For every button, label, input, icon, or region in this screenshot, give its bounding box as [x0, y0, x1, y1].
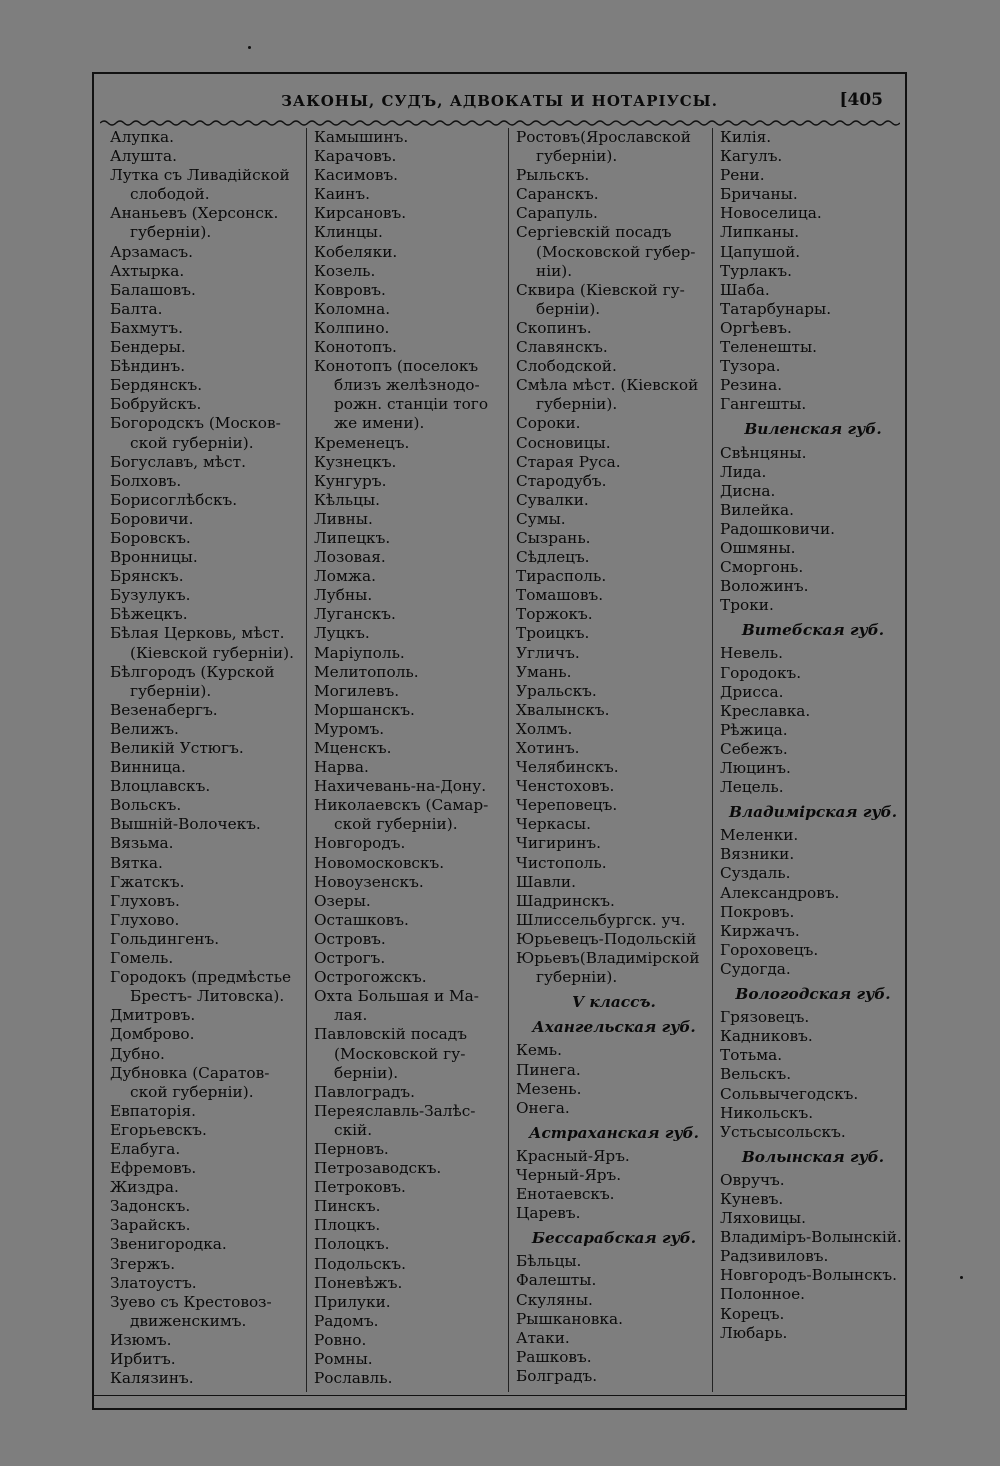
list-item: Новоузенскъ. — [314, 872, 424, 891]
list-item: Слободской. — [516, 357, 617, 376]
list-item: Шадринскъ. — [516, 891, 615, 910]
list-item: Вязьма. — [110, 834, 174, 853]
list-item: Сморгонь. — [720, 558, 804, 577]
list-item: Вельскъ. — [720, 1065, 792, 1084]
list-item: Бобруйскъ. — [110, 395, 202, 414]
list-item: Бричаны. — [720, 185, 798, 204]
list-item: Царевъ. — [516, 1204, 581, 1223]
page-title: ЗАКОНЫ, СУДЪ, АДВОКАТЫ И НОТАРІУСЫ. — [281, 92, 718, 110]
list-item: Ефремовъ. — [110, 1159, 197, 1178]
list-item: Сольвычегодскъ. — [720, 1084, 859, 1103]
list-item: Моршанскъ. — [314, 700, 415, 719]
list-item: Озеры. — [314, 891, 371, 910]
list-item: Умань. — [516, 662, 572, 681]
list-item: Згержъ. — [110, 1254, 176, 1273]
list-item: Бѣлая Церковь, мѣст. — [110, 624, 285, 643]
list-item: Калязинъ. — [110, 1369, 194, 1388]
list-item: рожн. станціи того — [334, 395, 489, 414]
list-item: Егорьевскъ. — [110, 1120, 207, 1139]
list-item: Лубны. — [314, 586, 373, 605]
list-item: Стародубъ. — [516, 471, 607, 490]
list-item: Татарбунары. — [720, 299, 832, 318]
section-heading: V классъ. — [572, 993, 656, 1012]
list-item: Кунгуръ. — [314, 471, 387, 490]
list-item: Черкасы. — [516, 815, 591, 834]
list-item: Сквира (Кіевской гу- — [516, 280, 685, 299]
list-item: Вышній-Волочекъ. — [110, 815, 261, 834]
list-item: Пинега. — [516, 1060, 581, 1079]
list-item: Муромъ. — [314, 719, 385, 738]
list-item: Киржачъ. — [720, 921, 800, 940]
list-item: Мезень. — [516, 1079, 582, 1098]
list-item: Влоцлавскъ. — [110, 777, 211, 796]
list-item: Ливны. — [314, 509, 373, 528]
list-item: Перновъ. — [314, 1139, 389, 1158]
list-item: Городокъ (предмѣстье — [110, 968, 292, 987]
list-item: Сарапуль. — [516, 204, 598, 223]
list-item: Килія. — [720, 128, 772, 146]
list-item: Сѣдлецъ. — [516, 548, 590, 567]
list-item: Никольскъ. — [720, 1103, 814, 1122]
list-item: Болховъ. — [110, 471, 182, 490]
list-item: (Кіевской губерніи). — [130, 643, 294, 662]
list-item: Тотьма. — [720, 1046, 783, 1065]
column-1 — [110, 128, 302, 1388]
list-item: Ростовъ(Ярославской — [516, 128, 691, 146]
list-item: Острогожскъ. — [314, 968, 427, 987]
list-item: Брянскъ. — [110, 567, 184, 586]
list-item: Боровичи. — [110, 509, 194, 528]
list-item: Дубновка (Саратов- — [110, 1063, 270, 1082]
list-item: Турлакъ. — [720, 261, 792, 280]
list-item: Петроковъ. — [314, 1178, 406, 1197]
list-item: Маріуполь. — [314, 643, 405, 662]
list-item: Жиздра. — [110, 1178, 179, 1197]
list-item: Чигиринъ. — [516, 834, 602, 853]
list-item: берніи). — [334, 1063, 399, 1082]
bottom-rule — [94, 1395, 905, 1396]
list-item: Кадниковъ. — [720, 1027, 813, 1046]
list-item: Рыльскъ. — [516, 166, 590, 185]
list-item: Рени. — [720, 166, 765, 185]
list-item: Ломжа. — [314, 567, 376, 586]
list-item: Велижъ. — [110, 719, 179, 738]
list-item: Кемь. — [516, 1041, 562, 1060]
list-item: Сороки. — [516, 414, 581, 433]
page-header — [92, 88, 907, 120]
wavy-rule — [100, 118, 900, 128]
list-item: Гороховецъ. — [720, 940, 819, 959]
list-item: Переяславль-Залѣс- — [314, 1101, 476, 1120]
list-item: Люцинъ. — [720, 759, 791, 777]
list-item: Судогда. — [720, 959, 791, 978]
list-item: Балашовъ. — [110, 280, 196, 299]
list-item: Радомъ. — [314, 1311, 379, 1330]
list-item: Ромны. — [314, 1350, 373, 1368]
list-item: Тузора. — [720, 357, 781, 376]
list-item: Резина. — [720, 376, 783, 395]
list-item: Брестъ- Литовска). — [130, 987, 285, 1006]
list-item: Суздаль. — [720, 864, 791, 883]
column-divider — [508, 128, 509, 1392]
list-item: Красный-Яръ. — [516, 1146, 630, 1165]
list-item: Зуево съ Крестовоз- — [110, 1292, 272, 1311]
list-item: Челябинскъ. — [516, 758, 619, 777]
list-item: Касимовъ. — [314, 166, 399, 185]
list-item: Карачовъ. — [314, 147, 397, 166]
list-item: Лецель. — [720, 778, 784, 797]
list-item: Гжатскъ. — [110, 872, 185, 891]
list-item: Колпино. — [314, 318, 390, 337]
list-item: Смѣла мѣст. (Кіевской — [516, 376, 699, 395]
list-item: Дубно. — [110, 1044, 165, 1063]
list-item: Ошмяны. — [720, 538, 796, 557]
list-item: Рашковъ. — [516, 1347, 592, 1366]
list-item: Каинъ. — [314, 185, 370, 204]
section-heading: Владимірская губ. — [728, 803, 898, 822]
section-heading: Волынская губ. — [741, 1147, 885, 1166]
list-item: Бѣжецкъ. — [110, 605, 188, 624]
list-item: Елабуга. — [110, 1139, 181, 1158]
list-item: Ровно. — [314, 1330, 367, 1349]
list-item: Плоцкъ. — [314, 1216, 381, 1235]
list-item: Везенабергъ. — [110, 700, 218, 719]
list-item: Нахичевань-на-Дону. — [314, 777, 487, 796]
list-item: Атаки. — [516, 1328, 570, 1347]
list-item: движенскимъ. — [130, 1311, 247, 1330]
list-item: Луганскъ. — [314, 605, 396, 624]
list-item: Владиміръ-Волынскій. — [720, 1228, 902, 1247]
list-item: Лида. — [720, 462, 767, 481]
list-item: Сергіевскій посадъ — [516, 223, 672, 242]
list-item: Великій Устюгъ. — [110, 739, 244, 757]
list-item: Шавли. — [516, 872, 576, 891]
list-item: Меленки. — [720, 826, 799, 845]
speck — [248, 46, 251, 49]
list-item: Новоселица. — [720, 204, 822, 223]
list-item: Вронницы. — [110, 548, 198, 567]
list-item: Боровскъ. — [110, 528, 191, 547]
list-item: Глуховъ. — [110, 891, 180, 910]
list-item: Старая Руса. — [516, 452, 621, 471]
list-item: Сумы. — [516, 509, 566, 528]
list-item: Вятка. — [110, 853, 163, 872]
list-item: Корецъ. — [720, 1304, 785, 1323]
list-item: Камышинъ. — [314, 128, 409, 146]
list-item: Шлиссельбургск. уч. — [516, 910, 686, 929]
column-divider — [306, 128, 307, 1392]
list-item: Винница. — [110, 758, 186, 777]
list-item: Оргѣевъ. — [720, 318, 792, 337]
list-item: Задонскъ. — [110, 1197, 191, 1216]
list-item: Болградъ. — [516, 1366, 598, 1385]
list-item: Кѣльцы. — [314, 490, 380, 509]
list-item: Куневъ. — [720, 1189, 784, 1208]
list-item: Грязовецъ. — [720, 1008, 810, 1027]
list-item: Богородскъ (Москов- — [110, 414, 281, 433]
list-item: Охта Большая и Ма- — [314, 987, 479, 1006]
list-item: Липецкъ. — [314, 528, 391, 547]
list-item: Ковровъ. — [314, 280, 386, 299]
list-item: Славянскъ. — [516, 338, 608, 357]
section-heading: Астраханская губ. — [529, 1123, 699, 1142]
list-item: Клинцы. — [314, 223, 383, 242]
list-item: Уральскъ. — [516, 681, 597, 700]
list-item: Енотаевскъ. — [516, 1185, 615, 1204]
list-item: Бѣлгородъ (Курской — [110, 662, 275, 681]
list-item: ской губерніи). — [130, 433, 254, 452]
list-item: Любарь. — [720, 1323, 788, 1342]
list-item: Бендеры. — [110, 338, 186, 357]
list-item: Бахмутъ. — [110, 318, 183, 337]
speck — [960, 1276, 963, 1279]
list-item: Бѣльцы. — [516, 1252, 582, 1271]
list-item: Арзамасъ. — [110, 242, 194, 261]
list-item: Дисна. — [720, 481, 776, 500]
list-item: (Московской губер- — [536, 242, 696, 261]
list-item: Лозовая. — [314, 548, 386, 567]
list-item: Гангешты. — [720, 395, 807, 414]
page-number: [405 — [839, 90, 883, 110]
list-item: Алупка. — [110, 128, 175, 146]
list-item: Полонное. — [720, 1285, 805, 1304]
list-item: Богуславъ, мѣст. — [110, 452, 246, 471]
list-item: Зарайскъ. — [110, 1216, 191, 1235]
list-item: Изюмъ. — [110, 1330, 172, 1349]
list-item: Рославль. — [314, 1369, 393, 1388]
list-item: губерніи). — [130, 681, 212, 700]
list-item: Шаба. — [720, 280, 770, 299]
list-item: Скопинъ. — [516, 318, 592, 337]
column-3 — [516, 128, 712, 1386]
list-item: Конотопъ (поселокъ — [314, 357, 479, 376]
list-item: Новгородъ-Волынскъ. — [720, 1266, 897, 1285]
column-divider — [712, 128, 713, 1392]
list-item: Звенигородка. — [110, 1235, 227, 1254]
list-item: Юрьевъ(Владимірской — [516, 949, 700, 968]
list-item: Хотинъ. — [516, 739, 580, 757]
list-item: Борисоглѣбскъ. — [110, 490, 238, 509]
list-item: Нарва. — [314, 758, 369, 777]
list-item: Ченстоховъ. — [516, 777, 615, 796]
list-item: Томашовъ. — [516, 586, 604, 605]
list-item: губерніи). — [536, 395, 618, 414]
list-item: Ахтырка. — [110, 261, 185, 280]
section-heading: Бессарабская губ. — [531, 1229, 697, 1248]
list-item: Радзивиловъ. — [720, 1247, 829, 1266]
list-item: же имени). — [334, 414, 425, 433]
list-item: Рѣжица. — [720, 720, 788, 739]
list-item: Коломна. — [314, 299, 391, 318]
list-item: Троицкъ. — [516, 624, 590, 643]
list-item: Пинскъ. — [314, 1197, 381, 1216]
list-item: Холмъ. — [516, 719, 573, 738]
list-item: Луцкъ. — [314, 624, 370, 643]
list-item: Цапушой. — [720, 242, 801, 261]
list-item: Евпаторія. — [110, 1101, 196, 1120]
list-item: Сувалки. — [516, 490, 589, 509]
list-item: Сосновицы. — [516, 433, 611, 452]
list-item: Новомосковскъ. — [314, 853, 445, 872]
list-item: Павловскій посадъ — [314, 1025, 467, 1044]
list-item: ніи). — [536, 261, 573, 280]
list-item: Острогъ. — [314, 949, 386, 968]
list-item: Балта. — [110, 299, 163, 318]
list-item: Прилуки. — [314, 1292, 391, 1311]
list-item: Кирсановъ. — [314, 204, 407, 223]
list-item: губерніи). — [536, 968, 618, 987]
section-heading: Виленская губ. — [744, 420, 882, 439]
list-item: Липканы. — [720, 223, 800, 242]
list-item: Вязники. — [720, 845, 795, 864]
list-item: Городокъ. — [720, 663, 802, 682]
list-item: Тирасполь. — [516, 567, 607, 586]
list-item: Невель. — [720, 644, 783, 663]
list-item: Рышкановка. — [516, 1309, 623, 1328]
list-item: Могилевъ. — [314, 681, 400, 700]
list-item: Домброво. — [110, 1025, 195, 1044]
list-item: Фалешты. — [516, 1271, 597, 1290]
list-item: Ляховицы. — [720, 1209, 806, 1228]
list-item: Скуляны. — [516, 1290, 593, 1309]
list-item: Бердянскъ. — [110, 376, 203, 395]
list-item: Саранскъ. — [516, 185, 599, 204]
list-item: Юрьевецъ-Подольскій — [516, 929, 697, 948]
list-item: Мелитополь. — [314, 662, 419, 681]
list-item: (Московской гу- — [334, 1044, 466, 1063]
list-item: Чистополь. — [516, 853, 607, 872]
list-item: Воложинъ. — [720, 577, 809, 596]
list-item: слободой. — [130, 185, 210, 204]
list-item: Мценскъ. — [314, 739, 392, 757]
list-item: Павлоградъ. — [314, 1082, 415, 1101]
list-item: Кузнецкъ. — [314, 452, 397, 471]
list-item: Теленешты. — [720, 338, 817, 357]
list-item: Златоустъ. — [110, 1273, 197, 1292]
list-item: Черный-Яръ. — [516, 1165, 622, 1184]
list-item: Устьсысольскъ. — [720, 1122, 846, 1141]
list-item: Козель. — [314, 261, 376, 280]
section-heading: Витебская губ. — [741, 621, 885, 640]
list-item: Вольскъ. — [110, 796, 182, 815]
list-item: Дмитровъ. — [110, 1006, 196, 1025]
list-item: Бузулукъ. — [110, 586, 191, 605]
list-item: Сызрань. — [516, 528, 591, 547]
section-heading: Ахангельская губ. — [532, 1018, 696, 1037]
list-item: Подольскъ. — [314, 1254, 406, 1273]
list-item: лая. — [334, 1006, 368, 1025]
list-item: Свѣнцяны. — [720, 443, 807, 462]
list-item: Онега. — [516, 1098, 570, 1117]
list-item: Торжокъ. — [516, 605, 593, 624]
list-item: Хвалынскъ. — [516, 700, 610, 719]
list-item: Осташковъ. — [314, 910, 409, 929]
list-item: Креславка. — [720, 701, 811, 720]
list-item: ской губерніи). — [334, 815, 458, 834]
section-heading: Вологодская губ. — [735, 985, 891, 1004]
list-item: Овручъ. — [720, 1170, 785, 1189]
list-item: Череповецъ. — [516, 796, 618, 815]
list-item: Островъ. — [314, 929, 386, 948]
list-item: Конотопъ. — [314, 338, 397, 357]
list-item: Троки. — [720, 596, 774, 615]
list-item: Ирбитъ. — [110, 1350, 176, 1368]
list-item: Алушта. — [110, 147, 177, 166]
list-item: близъ желѣзнодо- — [334, 376, 480, 395]
list-item: Бѣндинъ. — [110, 357, 186, 376]
list-item: Александровъ. — [720, 883, 840, 902]
list-item: Покровъ. — [720, 902, 795, 921]
list-item: Кобеляки. — [314, 242, 398, 261]
column-2 — [314, 128, 504, 1388]
list-item: Новгородъ. — [314, 834, 406, 853]
list-item: скій. — [334, 1120, 373, 1139]
list-item: губерніи). — [536, 147, 618, 166]
list-item: Вилейка. — [720, 500, 794, 519]
list-item: Дрисса. — [720, 682, 784, 701]
list-item: Кагулъ. — [720, 147, 783, 166]
list-item: Ананьевъ (Херсонск. — [110, 204, 279, 223]
list-item: берніи). — [536, 299, 601, 318]
list-item: Глухово. — [110, 910, 180, 929]
list-item: Николаевскъ (Самар- — [314, 796, 489, 815]
list-item: Гомель. — [110, 949, 174, 968]
list-item: Гольдингенъ. — [110, 929, 220, 948]
list-item: Угличъ. — [516, 643, 580, 662]
list-item: Поневѣжъ. — [314, 1273, 403, 1292]
column-4 — [720, 128, 906, 1343]
list-item: Полоцкъ. — [314, 1235, 390, 1254]
list-item: ской губерніи). — [130, 1082, 254, 1101]
list-item: Радошковичи. — [720, 519, 836, 538]
list-item: губерніи). — [130, 223, 212, 242]
list-item: Кременецъ. — [314, 433, 410, 452]
list-item: Петрозаводскъ. — [314, 1159, 442, 1178]
list-item: Себежъ. — [720, 739, 788, 758]
list-item: Лутка съ Ливадійской — [110, 166, 290, 185]
